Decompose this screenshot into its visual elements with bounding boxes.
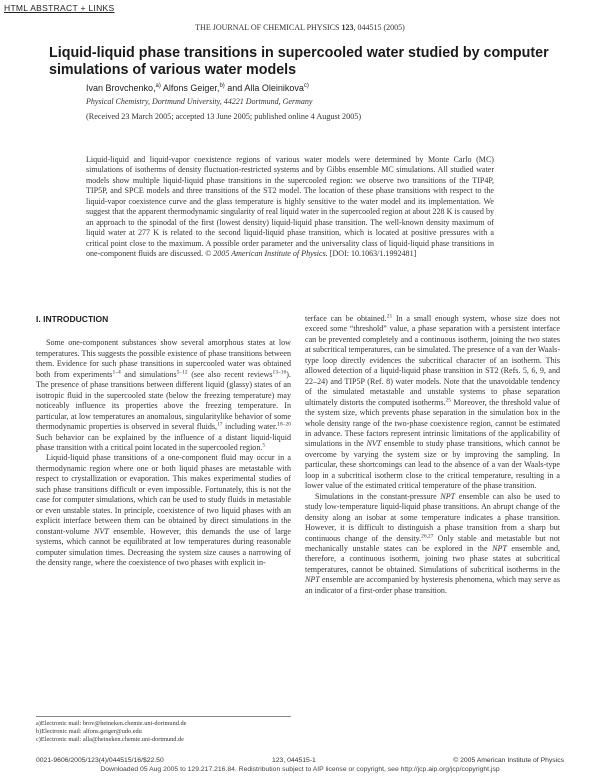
citation-ref[interactable]: 18–20 — [277, 421, 291, 428]
footer-page-number: 123, 044515-1 — [272, 757, 316, 764]
html-abstract-links[interactable]: HTML ABSTRACT + LINKS — [4, 3, 115, 13]
author-name: Ivan Brovchenko, — [86, 83, 156, 93]
text: (see also recent reviews — [187, 369, 273, 379]
ensemble-term: NVT — [366, 439, 382, 449]
paragraph — [36, 338, 291, 453]
paragraph — [305, 314, 560, 492]
abstract — [86, 155, 494, 260]
running-header — [0, 23, 600, 32]
text: Liquid-liquid phase transitions of a one-component fluid may occur in a thermodynamic region where one or both liquid phases are metastable with respect to crystallization or evaporation. This makes experimental studies of such phase transitions difficult or even impossible. Fortunately, this is not the case for computer simulations, which can be used to study fluids in metastable or even unstable states. In principle, coexistence of two liquid phases with an explicit interface between them can be obtained by direct simulations in the constant-volume — [36, 453, 291, 536]
footnote: a)Electronic mail: brov@heineken.chemie.uni-dortmund.de — [36, 720, 187, 727]
citation-ref[interactable]: 5–12 — [176, 369, 188, 376]
doi-link[interactable]: [DOI: 10.1063/1.1992481] — [329, 249, 417, 259]
article-number: , 044515 (2005) — [353, 23, 405, 32]
right-column — [305, 314, 560, 596]
text: Only stable and metastable but not mechanically unstable states can be explored in the — [305, 533, 560, 553]
ensemble-term: NVT — [94, 526, 109, 536]
footnotes — [36, 716, 291, 744]
citation-ref[interactable]: 1–4 — [112, 369, 121, 376]
text: including water. — [222, 422, 278, 432]
citation-ref[interactable]: 26,27 — [421, 532, 434, 539]
text: In a small enough system, whose size does not exceed some “threshold” value, a phase separation with a persistent interface can be prevented completely and a continuous isotherm, joining the two states at subcritical temperatures, can be simulated. The presence of a van der Waals-type loop directly evidences the subcritical character of an isotherm. This allowed detection of a liquid-liquid phase transition in ST2 (Refs. 5, 6, 9, and 22–24) and TIP5P (Ref. 8) water models. Note that the unavoidable tendency of the simulated metastable and unstable systems to phase separation ultimately distorts the computed isotherms. — [305, 314, 560, 407]
footer-issn: 0021-9606/2005/123(4)/044515/16/$22.50 — [36, 757, 164, 764]
author-mark: a) — [155, 83, 161, 89]
article-title: Liquid-liquid phase transitions in supercooled water studied by computer simulations of various water models — [49, 45, 549, 78]
text: ensemble and, therefore, a continuous isotherm, joining two phase states at subcritical temperatures, cannot be obtained. Simulations of subcritical isotherms in the — [305, 543, 561, 574]
author-name: Alfons Geiger, — [162, 83, 220, 93]
citation-ref[interactable]: 17 — [217, 421, 223, 428]
citation-ref[interactable]: 13–16 — [272, 369, 287, 376]
received-dates: (Received 23 March 2005; accepted 13 June 2005; published online 4 August 2005) — [86, 112, 362, 121]
ensemble-term: NPT — [440, 491, 456, 501]
abstract-text: Liquid-liquid and liquid-vapor coexistence regions of various water models were determined by Monte Carlo (MC) simulations of isotherms of density fluctuation-restricted systems and by Gibbs ensemble MC simulations. All studied water models show multiple liquid-liquid phase transitions in the supercooled region: we observe two transitions of the TIP4P, TIP5P, and SPCE models and three transitions of the ST2 model. The location of these phase transitions with respect to the liquid-vapor coexistence curve and the glass temperature is highly sensitive to the water model and its implementation. We suggest that the apparent thermodynamic singularity of real liquid water in the supercooled region at about 228 K is caused by an approach to the spinodal of the first (lowest density) liquid-liquid phase transition. The well-known density maximum of liquid water at 277 K is related to the second liquid-liquid phase transition, which is located at positive pressures with a critical point close to the maximum. A possible order parameter and the universality class of liquid-liquid phase transitions in one-component fluids are discussed. — [86, 155, 494, 259]
author-name: and Alla Oleinikova — [227, 83, 304, 93]
left-column — [36, 314, 291, 568]
download-notice: Downloaded 05 Aug 2005 to 129.217.216.84. Redistribution subject to AIP license or copyright, see http://jcp.aip.org/jcp/copyright.jsp — [100, 766, 500, 773]
paragraph — [305, 492, 560, 597]
text: Moreover, the threshold value of the system size, which prevents phase separation in the simulation box in the whole density range of the two-phase coexistence region, cannot be estimated in advance. These factors represent intrinsic limitations of the applicability of simulations in the — [305, 397, 560, 449]
text: Simulations in the constant-pressure — [315, 491, 441, 501]
text: terface can be obtained. — [305, 314, 387, 323]
affiliation: Physical Chemistry, Dortmund University, 44221 Dortmund, Germany — [86, 97, 313, 106]
text: and simulations — [120, 369, 177, 379]
citation-ref[interactable]: 25 — [445, 396, 452, 403]
text: ensemble are accompanied by hysteresis phenomena, which may serve as an indicator of a first-order phase transition. — [305, 575, 560, 595]
citation-ref[interactable]: 5 — [262, 442, 266, 449]
journal-name: THE JOURNAL OF CHEMICAL PHYSICS — [195, 23, 340, 32]
author-list — [86, 83, 309, 93]
text: ensemble. However, this demands the use of large systems, which cannot be equilibrated at low temperatures during reasonable computer simulation times. Decreasing the system size causes a narrowing of the density range, where the coexistence of two phases with explicit in- — [36, 526, 291, 567]
text: ensemble can also be used to study low-temperature liquid-liquid phase transitions. An abrupt change of the density along an isobar at some temperature indicates a phase transition. However, it is difficult to distinguish a phase transition from a sharp but continuous change of the density. — [305, 491, 560, 543]
text: ). The presence of phase transitions between different liquid (glassy) states of an isotropic fluid in the supercooled state (below the freezing temperature) may noticeably influence its properties above the freezing temperature. In particular, at low temperatures an anomalous, singularitylike behavior of some thermodynamic properties is observed in several fluids, — [36, 369, 291, 432]
footnote: c)Electronic mail: alla@heineken.chemie.uni-dortmund.de — [36, 736, 184, 743]
text: Some one-component substances show several amorphous states at low temperatures. This suggests the possible existence of phase transitions between them. Evidence for such phase transitions in supercooled water was obtained both from experiments — [36, 338, 291, 379]
section-heading: I. INTRODUCTION — [36, 314, 109, 324]
ensemble-term: NPT — [492, 543, 507, 553]
author-mark: c) — [303, 83, 309, 89]
author-mark: b) — [219, 83, 225, 89]
paragraph — [36, 453, 291, 568]
copyright-notice: © 2005 American Institute of Physics. — [205, 249, 328, 259]
text: ensemble to study phase transitions, which cannot be overcome by varying the system size or by improving the sampling. In particular, these shortcomings can lead to the absence of a van der Waals-type loop in a subcritical isotherm close to the critical temperature, resulting in a lower value of the estimated critical temperature of the phase transition. — [305, 439, 560, 491]
ensemble-term: NPT — [305, 575, 320, 585]
footnote: b)Electronic mail: alfons.geiger@udo.edu — [36, 728, 142, 735]
volume-number: 123 — [341, 23, 354, 32]
citation-ref[interactable]: 21 — [386, 313, 393, 320]
footer-copyright: © 2005 American Institute of Physics — [453, 757, 564, 764]
text: Such behavior can be explained by the influence of a distant liquid-liquid phase transition with a critical point located in the supercooled region. — [36, 432, 291, 452]
